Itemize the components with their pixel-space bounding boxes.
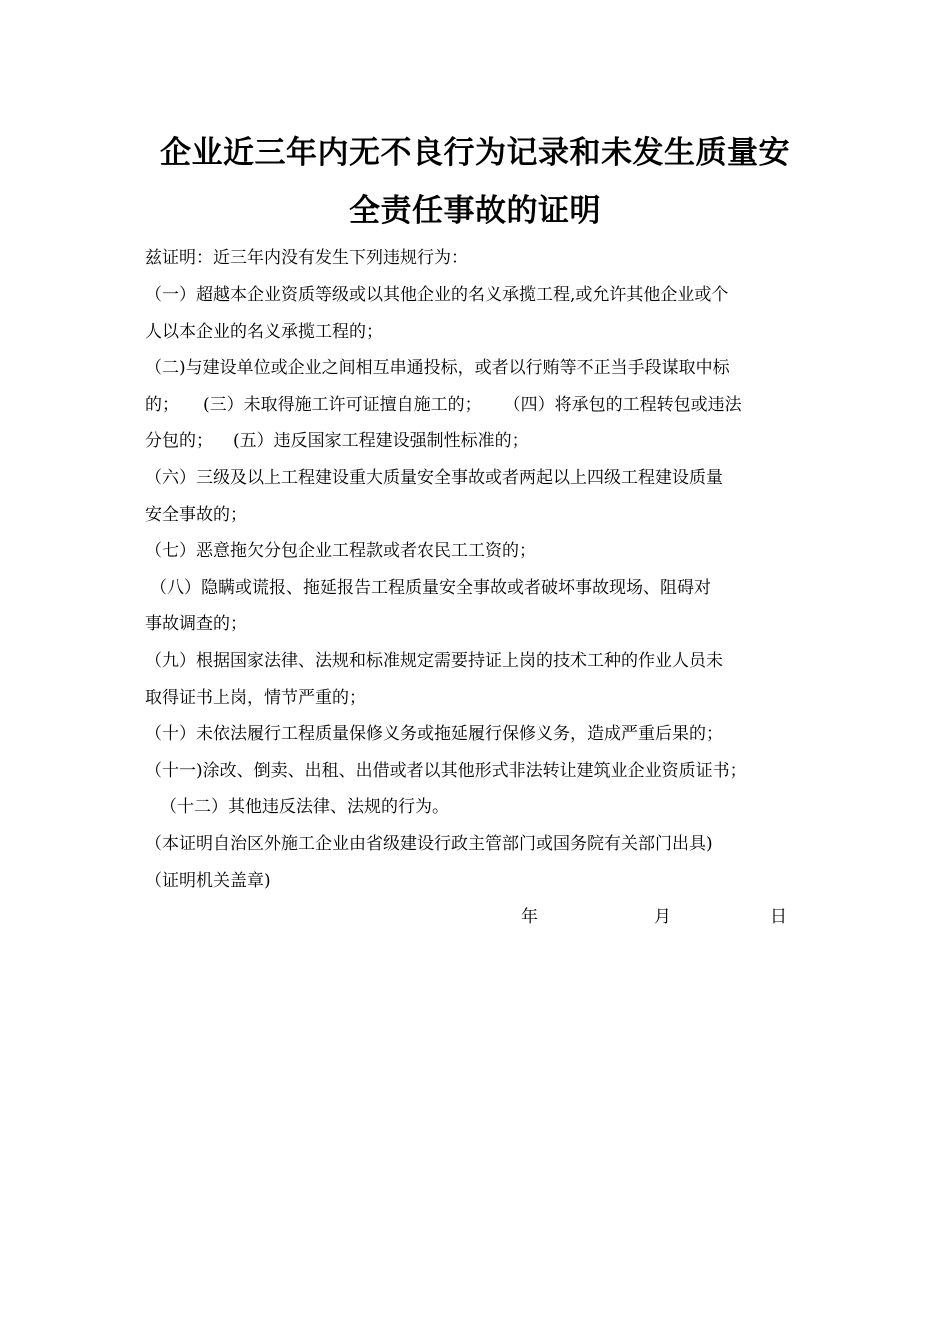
item-6-line-1: （六）三级及以上工程建设重大质量安全事故或者两起以上四级工程建设质量 <box>145 468 723 488</box>
item-11-text: （十一)涂改、倒卖、出租、出借或者以其他形式非法转让建筑业企业资质证书； <box>145 761 747 781</box>
date-month-label: 月 <box>654 907 671 927</box>
issuer-note: （本证明自治区外施工企业由省级建设行政主管部门或国务院有关部门出具) <box>145 834 713 854</box>
item-1-line-1: （一）超越本企业资质等级或以其他企业的名义承揽工程,或允许其他企业或个 <box>145 285 729 305</box>
seal-note: （证明机关盖章) <box>145 871 271 891</box>
intro-text: 兹证明：近三年内没有发生下列违规行为： <box>145 248 468 268</box>
item-2-line-2: 的； <box>145 395 179 415</box>
item-12-text: （十二）其他违反法律、法规的行为。 <box>160 797 449 817</box>
item-6-line-2: 安全事故的； <box>145 505 247 525</box>
item-4-line-2: 分包的； <box>145 431 213 451</box>
item-4-5-line <box>145 429 529 453</box>
item-5-text: (五）违反国家工程建设强制性标准的； <box>233 431 529 451</box>
date-year-label: 年 <box>521 907 538 927</box>
item-8-line-2: 事故调查的； <box>145 614 247 634</box>
item-3-text: (三）未取得施工许可证擅自施工的； <box>203 395 482 415</box>
item-9-line-1: （九）根据国家法律、法规和标准规定需要持证上岗的技术工种的作业人员未 <box>145 651 723 671</box>
item-4-text: （四）将承包的工程转包或违法 <box>503 395 742 415</box>
document-title-line-2: 全责任事故的证明 <box>349 193 601 229</box>
item-9-line-2: 取得证书上岗，情节严重的； <box>145 688 366 708</box>
document-title-line-1: 企业近三年内无不良行为记录和未发生质量安 <box>160 135 790 171</box>
date-day-label: 日 <box>770 907 787 927</box>
item-2-3-4-line <box>145 393 742 417</box>
item-8-line-1: （八）隐瞒或谎报、拖延报告工程质量安全事故或者破坏事故现场、阻碍对 <box>150 578 711 598</box>
item-10-text: （十）未依法履行工程质量保修义务或拖延履行保修义务，造成严重后果的； <box>145 724 723 744</box>
item-7-text: （七）恶意拖欠分包企业工程款或者农民工工资的； <box>145 541 536 561</box>
item-1-line-2: 人以本企业的名义承揽工程的； <box>145 322 383 342</box>
item-2-line-1: （二)与建设单位或企业之间相互串通投标，或者以行贿等不正当手段谋取中标 <box>145 358 730 378</box>
